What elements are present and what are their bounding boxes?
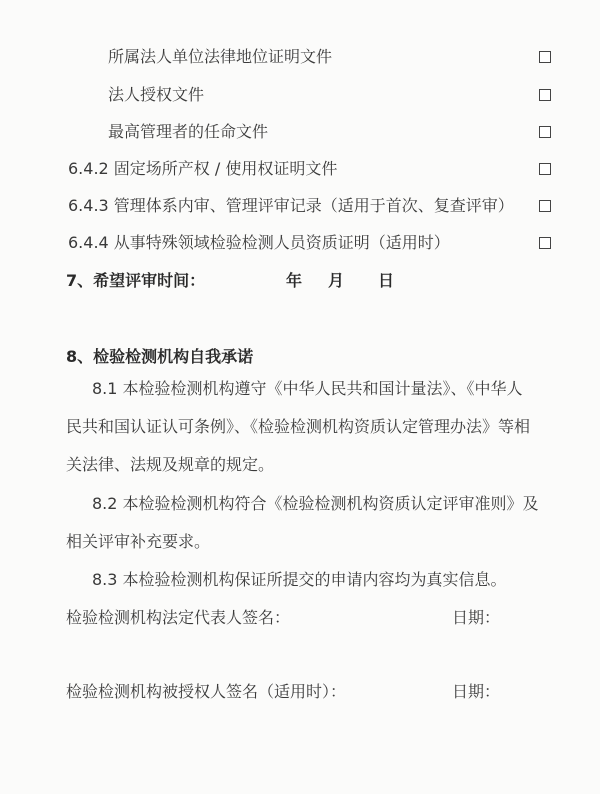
checkbox[interactable] (539, 200, 551, 212)
checkbox[interactable] (539, 89, 551, 101)
checkbox[interactable] (539, 126, 551, 138)
checklist-label: 法人授权文件 (108, 85, 205, 104)
checklist-label: 6.4.2 固定场所产权 / 使用权证明文件 (68, 159, 338, 178)
date-label: 日期： (452, 682, 501, 701)
checkbox[interactable] (539, 51, 551, 63)
paragraph-line: 关法律、法规及规章的规定。 (66, 455, 275, 474)
checkbox[interactable] (539, 163, 551, 175)
checklist-label: 6.4.4 从事特殊领域检验检测人员资质证明（适用时） (68, 233, 450, 252)
day-label: 日 (378, 271, 395, 290)
date-label: 日期： (452, 608, 501, 627)
checklist-label: 6.4.3 管理体系内审、管理评审记录（适用于首次、复查评审） (68, 196, 514, 215)
paragraph-line: 相关评审补充要求。 (66, 532, 211, 551)
paragraph-line: 8.2 本检验检测机构符合《检验检测机构资质认定评审准则》及 (92, 494, 539, 513)
authorized-signature-label: 检验检测机构被授权人签名（适用时）： (66, 682, 347, 701)
paragraph-line: 8.3 本检验检测机构保证所提交的申请内容均为真实信息。 (92, 570, 507, 589)
section-7-title: 7、希望评审时间： (66, 271, 206, 290)
checklist-label: 所属法人单位法律地位证明文件 (108, 47, 333, 66)
paragraph-line: 8.1 本检验检测机构遵守《中华人民共和国计量法》、《中华人 (92, 379, 523, 398)
legal-rep-signature-label: 检验检测机构法定代表人签名： (66, 608, 291, 627)
section-8-title: 8、检验检测机构自我承诺 (66, 347, 254, 366)
year-label: 年 (286, 271, 303, 290)
month-label: 月 (328, 271, 345, 290)
paragraph-line: 民共和国认证认可条例》、《检验检测机构资质认定管理办法》等相 (66, 417, 531, 436)
checklist-label: 最高管理者的任命文件 (108, 122, 269, 141)
checkbox[interactable] (539, 237, 551, 249)
